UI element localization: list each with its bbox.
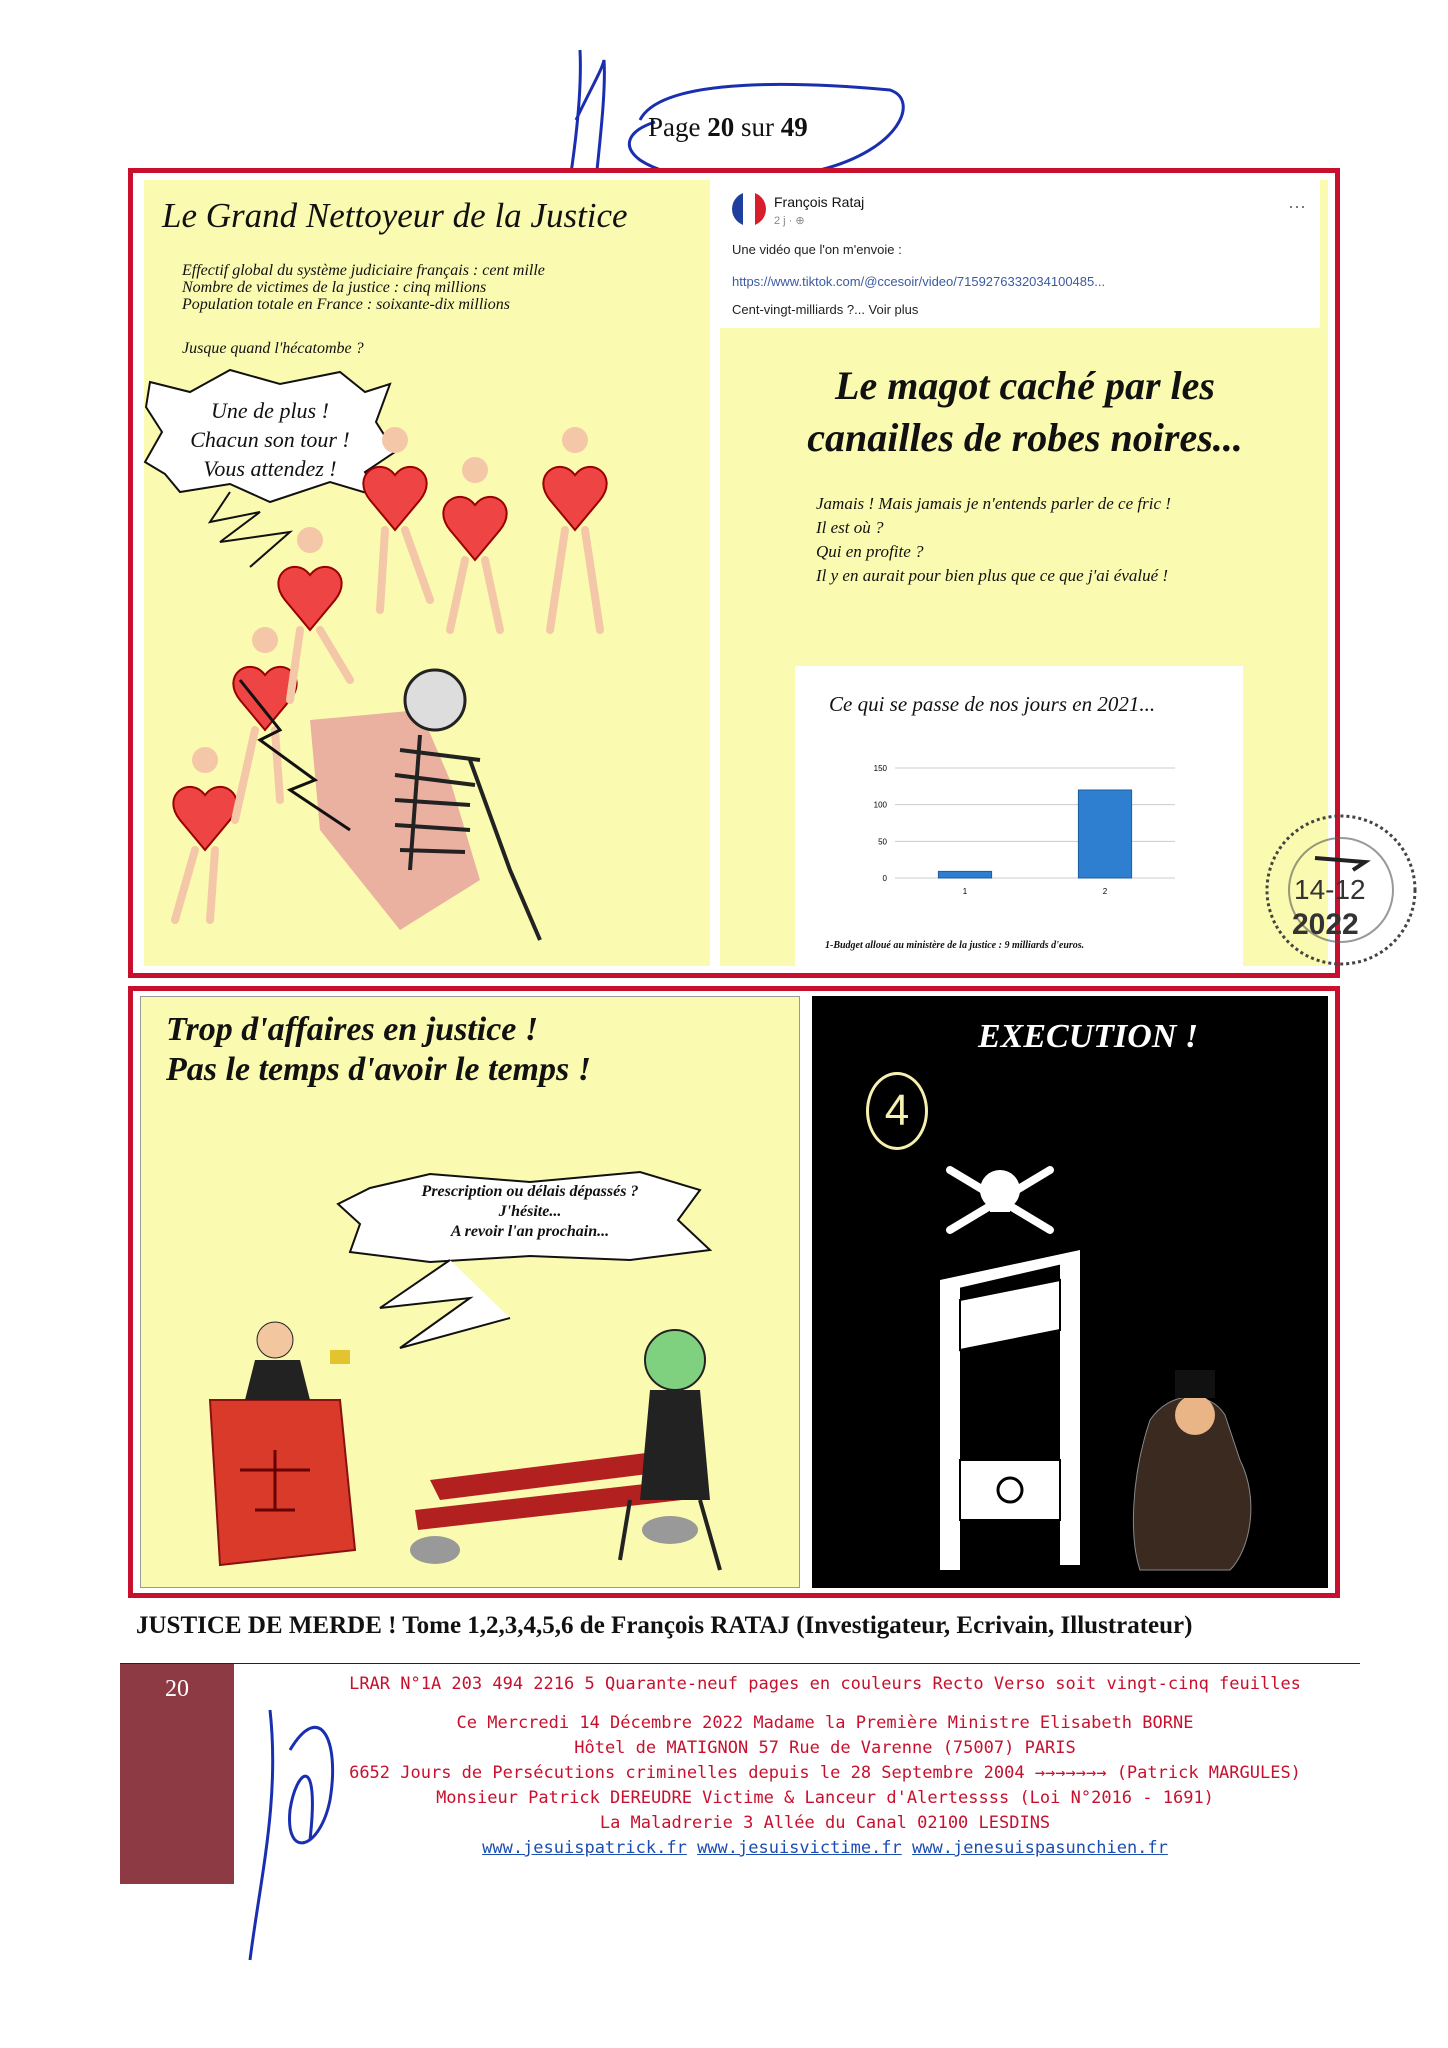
post-line: Une vidéo que l'on m'envoie : — [732, 242, 902, 257]
chart-note: 1-Budget alloué au ministère de la justice : 9 milliards d'euros. — [825, 940, 1085, 951]
stamp-date-year: 2022 — [1292, 908, 1359, 941]
title-line: canailles de robes noires... — [807, 415, 1243, 460]
page-current: 20 — [707, 112, 735, 142]
bubble-line: A revoir l'an prochain... — [450, 1223, 610, 1240]
bar — [938, 871, 991, 878]
circled-number — [866, 1072, 928, 1150]
stat-line: Effectif global du système judiciaire français : cent mille — [182, 262, 545, 279]
post-line[interactable]: Cent-vingt-milliards ?... Voir plus — [732, 302, 919, 317]
page-total: 49 — [780, 112, 808, 142]
budget-chart — [855, 758, 1195, 898]
quote-line: Il est où ? — [816, 518, 884, 537]
panel1-question: Jusque quand l'hécatombe ? — [182, 340, 364, 357]
y-tick-label: 0 — [882, 874, 887, 883]
x-tick-label: 2 — [1102, 887, 1108, 896]
stat-line: Nombre de victimes de la justice : cinq millions — [182, 279, 487, 296]
page-sep: sur — [740, 112, 774, 142]
bubble-line: Une de plus ! — [211, 398, 329, 423]
quote-line: Il y en aurait pour bien plus que ce que j'ai évalué ! — [816, 566, 1169, 585]
y-tick-label: 100 — [873, 800, 887, 810]
panel1-title: Le Grand Nettoyeur de la Justice — [162, 196, 628, 235]
bubble-line: Vous attendez ! — [203, 456, 337, 481]
footer-line: LRAR N°1A 203 494 2216 5 Quarante-neuf pages en couleurs Recto Verso soit vingt-cinq feuilles — [349, 1674, 1301, 1694]
footer-page-number: 20 — [165, 1676, 189, 1702]
y-tick-label: 50 — [878, 837, 887, 847]
y-tick-label: 150 — [873, 764, 887, 773]
footer-divider — [120, 1663, 1360, 1664]
footer-links — [300, 1836, 1350, 1861]
page-number — [648, 112, 808, 143]
panel1-stats — [182, 262, 545, 313]
footer-line: Hôtel de MATIGNON 57 Rue de Varenne (75007) PARIS — [574, 1738, 1076, 1758]
judge-and-skeleton-illustration — [200, 1300, 780, 1580]
chart-box — [795, 666, 1243, 968]
quote-line: Qui en profite ? — [816, 542, 924, 561]
bar — [1078, 790, 1131, 878]
bubble-line: J'hésite... — [498, 1203, 562, 1220]
link-jesuisvictime[interactable]: www.jesuisvictime.fr — [697, 1838, 902, 1858]
chart-caption: Ce qui se passe de nos jours en 2021... — [829, 692, 1156, 716]
footer-page-box — [120, 1664, 234, 1884]
panel2-title — [740, 360, 1310, 464]
book-line: JUSTICE DE MERDE ! Tome 1,2,3,4,5,6 de François RATAJ (Investigateur, Ecrivain, Illustrateur) — [136, 1612, 1193, 1639]
panel4-title: EXECUTION ! — [978, 1018, 1199, 1055]
page-label: Page — [648, 112, 701, 142]
dancers-illustration — [150, 400, 710, 960]
flag-avatar — [732, 192, 766, 226]
x-tick-label: 1 — [962, 887, 968, 896]
link-jesuispatrick[interactable]: www.jesuispatrick.fr — [482, 1838, 687, 1858]
title-line: Le magot caché par les — [835, 363, 1215, 408]
post-link[interactable]: https://www.tiktok.com/@ccesoir/video/7159276332034100485... — [732, 274, 1106, 289]
title-line: Pas le temps d'avoir le temps ! — [166, 1051, 591, 1088]
panel3-title — [166, 1010, 591, 1090]
panel2-quote — [816, 492, 1171, 588]
link-jenesuispasunchien[interactable]: www.jenesuispasunchien.fr — [912, 1838, 1168, 1858]
post-author[interactable]: François Rataj — [774, 194, 865, 210]
more-options-icon[interactable]: ··· — [1288, 196, 1306, 216]
guillotine-illustration — [840, 1160, 1320, 1580]
footer-line: La Maladrerie 3 Allée du Canal 02100 LESDINS — [599, 1813, 1051, 1833]
stat-line: Population totale en France : soixante-dix millions — [182, 296, 510, 313]
quote-line: Jamais ! Mais jamais je n'entends parler de ce fric ! — [816, 494, 1171, 513]
signature-top-drawing — [560, 30, 920, 190]
facebook-post — [720, 180, 1320, 328]
bubble-line: Prescription ou délais dépassés ? — [421, 1183, 639, 1200]
post-time: 2 j · ⊕ — [774, 215, 805, 227]
title-line: Trop d'affaires en justice ! — [166, 1011, 539, 1048]
footer-line: 6652 Jours de Persécutions criminelles depuis le 28 Septembre 2004 →→→→→→→ (Patrick MARGULES) — [349, 1763, 1301, 1783]
bubble3-text — [350, 1182, 710, 1242]
footer-line: Monsieur Patrick DEREUDRE Victime & Lanceur d'Alertessss (Loi N°2016 - 1691) — [436, 1788, 1214, 1808]
stamp-date-day: 14-12 — [1294, 874, 1366, 905]
footer-address-block — [300, 1672, 1350, 1861]
bubble-line: Chacun son tour ! — [190, 427, 350, 452]
signature-bottom-drawing — [230, 1680, 350, 1970]
footer-line: Ce Mercredi 14 Décembre 2022 Madame la Première Ministre Elisabeth BORNE — [456, 1713, 1194, 1733]
circled-number-text: 4 — [884, 1086, 910, 1135]
